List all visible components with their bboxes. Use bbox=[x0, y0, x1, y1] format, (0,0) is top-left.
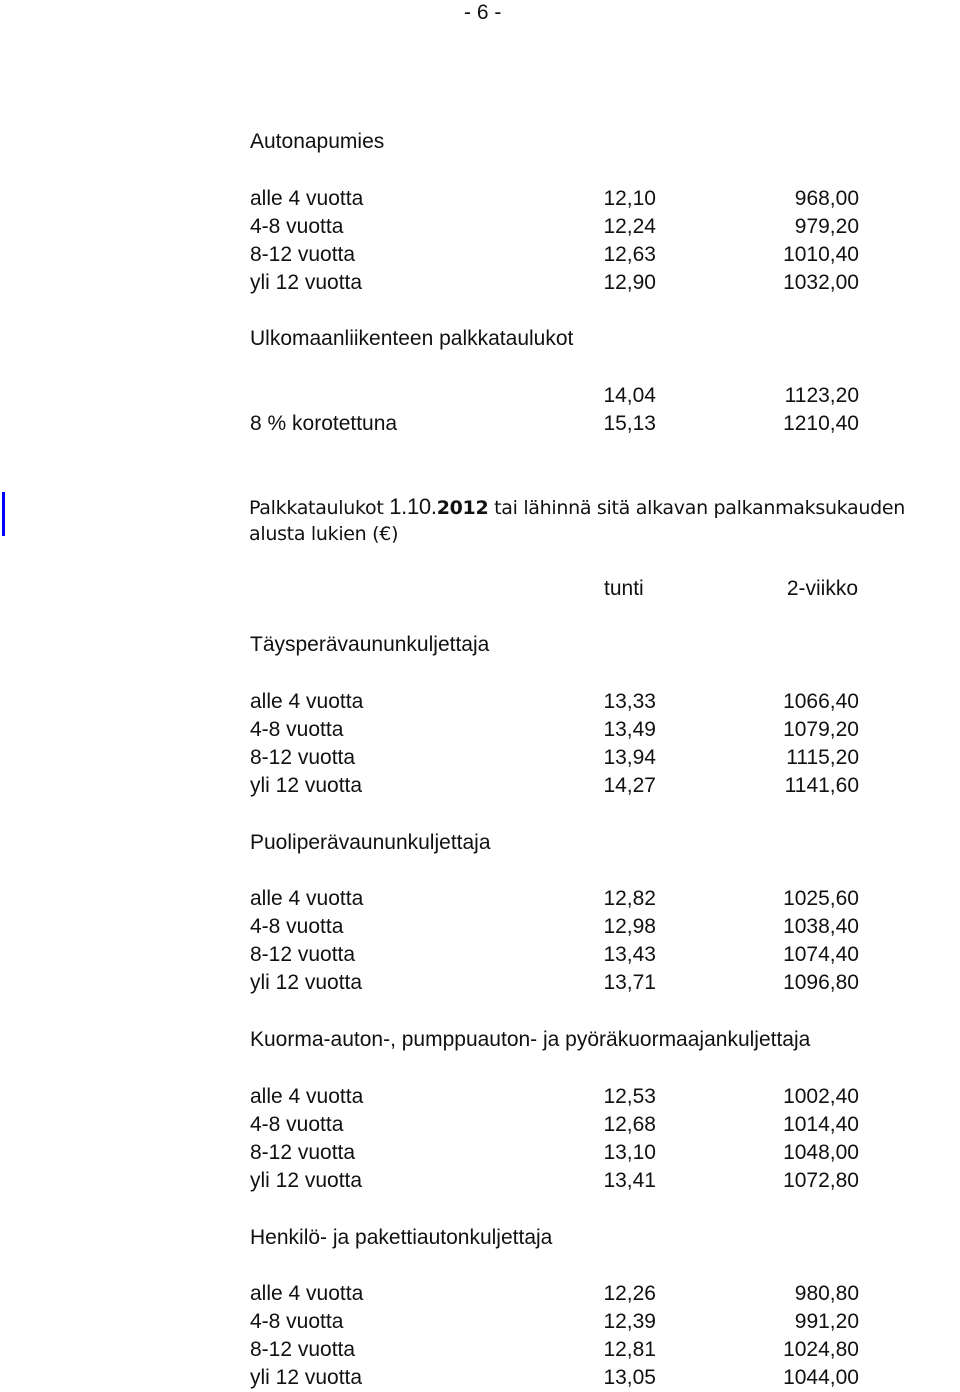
row-label: 4-8 vuotta bbox=[250, 215, 344, 238]
biweekly-value: 968,00 bbox=[794, 187, 859, 210]
biweekly-value: 1074,40 bbox=[783, 943, 859, 966]
hourly-value: 13,41 bbox=[603, 1169, 656, 1192]
table-row bbox=[0, 413, 960, 437]
biweekly-value: 1048,00 bbox=[783, 1141, 859, 1164]
hourly-value: 13,05 bbox=[603, 1366, 656, 1389]
row-label: yli 12 vuotta bbox=[250, 1366, 363, 1389]
table-row bbox=[0, 385, 960, 409]
row-label: 4-8 vuotta bbox=[250, 915, 344, 938]
hourly-value: 13,94 bbox=[603, 746, 656, 769]
table-row bbox=[0, 1283, 960, 1307]
row-label: 8 % korotettuna bbox=[250, 412, 398, 435]
table-row bbox=[0, 244, 960, 268]
row-label: 8-12 vuotta bbox=[250, 943, 356, 966]
biweekly-value: 1010,40 bbox=[783, 243, 859, 266]
hourly-value: 12,24 bbox=[603, 215, 656, 238]
row-label: 8-12 vuotta bbox=[250, 746, 356, 769]
table-row bbox=[0, 272, 960, 296]
biweekly-value: 980,80 bbox=[794, 1282, 859, 1305]
hourly-value: 15,13 bbox=[603, 412, 656, 435]
row-label: alle 4 vuotta bbox=[250, 1282, 364, 1305]
hourly-value: 14,27 bbox=[603, 774, 656, 797]
column-header-tunti: tunti bbox=[604, 577, 644, 600]
biweekly-value: 991,20 bbox=[794, 1310, 859, 1333]
table-row bbox=[0, 1086, 960, 1110]
row-label: alle 4 vuotta bbox=[250, 690, 364, 713]
biweekly-value: 1115,20 bbox=[786, 746, 859, 769]
hourly-value: 12,10 bbox=[603, 187, 656, 210]
row-label: yli 12 vuotta bbox=[250, 1169, 363, 1192]
table-row bbox=[0, 1170, 960, 1194]
hourly-value: 12,53 bbox=[603, 1085, 656, 1108]
row-label: 8-12 vuotta bbox=[250, 1141, 356, 1164]
intro-line-2: alusta lukien (€) bbox=[249, 523, 399, 545]
hourly-value: 12,26 bbox=[603, 1282, 656, 1305]
biweekly-value: 1066,40 bbox=[783, 690, 859, 713]
biweekly-value: 1210,40 bbox=[783, 412, 859, 435]
intro-date: 1.10. bbox=[389, 494, 437, 519]
row-label: 4-8 vuotta bbox=[250, 1113, 344, 1136]
biweekly-value: 1024,80 bbox=[783, 1338, 859, 1361]
row-label: 8-12 vuotta bbox=[250, 243, 356, 266]
row-label: yli 12 vuotta bbox=[250, 971, 363, 994]
biweekly-value: 1032,00 bbox=[783, 271, 859, 294]
section-title: Täysperävaununkuljettaja bbox=[250, 633, 490, 656]
table-row bbox=[0, 188, 960, 212]
section-title-autonapumies: Autonapumies bbox=[250, 130, 385, 153]
hourly-value: 13,43 bbox=[603, 943, 656, 966]
hourly-value: 14,04 bbox=[603, 384, 656, 407]
biweekly-value: 979,20 bbox=[794, 215, 859, 238]
hourly-value: 13,33 bbox=[603, 690, 656, 713]
biweekly-value: 1014,40 bbox=[783, 1113, 859, 1136]
biweekly-value: 1072,80 bbox=[783, 1169, 859, 1192]
table-row bbox=[0, 1311, 960, 1335]
table-row bbox=[0, 1114, 960, 1138]
biweekly-value: 1025,60 bbox=[783, 887, 859, 910]
table-row bbox=[0, 1367, 960, 1391]
table-row bbox=[0, 775, 960, 799]
table-row bbox=[0, 691, 960, 715]
page-number: - 6 - bbox=[464, 1, 502, 24]
column-header-2-viikko: 2-viikko bbox=[786, 577, 858, 600]
hourly-value: 12,90 bbox=[603, 271, 656, 294]
biweekly-value: 1096,80 bbox=[783, 971, 859, 994]
table-row bbox=[0, 944, 960, 968]
row-label: alle 4 vuotta bbox=[250, 187, 364, 210]
table-row bbox=[0, 888, 960, 912]
row-label: 8-12 vuotta bbox=[250, 1338, 356, 1361]
biweekly-value: 1123,20 bbox=[784, 384, 859, 407]
table-row bbox=[0, 916, 960, 940]
biweekly-value: 1038,40 bbox=[783, 915, 859, 938]
hourly-value: 13,71 bbox=[603, 971, 656, 994]
hourly-value: 12,81 bbox=[603, 1338, 656, 1361]
hourly-value: 12,39 bbox=[603, 1310, 656, 1333]
section-title: Henkilö- ja pakettiautonkuljettaja bbox=[250, 1226, 553, 1249]
intro-suffix: tai lähinnä sitä alkavan palkanmaksukauden bbox=[488, 497, 906, 519]
row-label: 4-8 vuotta bbox=[250, 718, 344, 741]
row-label: yli 12 vuotta bbox=[250, 271, 363, 294]
hourly-value: 12,68 bbox=[603, 1113, 656, 1136]
biweekly-value: 1079,20 bbox=[783, 718, 859, 741]
biweekly-value: 1044,00 bbox=[783, 1366, 859, 1389]
hourly-value: 12,98 bbox=[603, 915, 656, 938]
hourly-value: 13,10 bbox=[603, 1141, 656, 1164]
section-title-foreign: Ulkomaanliikenteen palkkataulukot bbox=[250, 327, 574, 350]
row-label: alle 4 vuotta bbox=[250, 887, 364, 910]
section-title: Kuorma-auton-, pumppuauton- ja pyöräkuormaajankuljettaja bbox=[250, 1028, 811, 1051]
row-label: alle 4 vuotta bbox=[250, 1085, 364, 1108]
table-row bbox=[0, 747, 960, 771]
table-row bbox=[0, 216, 960, 240]
table-row bbox=[0, 719, 960, 743]
table-row bbox=[0, 1339, 960, 1363]
table-row bbox=[0, 1142, 960, 1166]
row-label: 4-8 vuotta bbox=[250, 1310, 344, 1333]
revision-change-bar bbox=[2, 492, 5, 536]
section-title: Puoliperävaununkuljettaja bbox=[250, 831, 491, 854]
hourly-value: 13,49 bbox=[603, 718, 656, 741]
table-row bbox=[0, 972, 960, 996]
intro-line-1 bbox=[249, 496, 905, 518]
hourly-value: 12,82 bbox=[603, 887, 656, 910]
biweekly-value: 1141,60 bbox=[784, 774, 859, 797]
row-label: yli 12 vuotta bbox=[250, 774, 363, 797]
intro-prefix: Palkkataulukot bbox=[249, 497, 390, 519]
biweekly-value: 1002,40 bbox=[783, 1085, 859, 1108]
intro-year: 2012 bbox=[436, 497, 489, 519]
hourly-value: 12,63 bbox=[603, 243, 656, 266]
